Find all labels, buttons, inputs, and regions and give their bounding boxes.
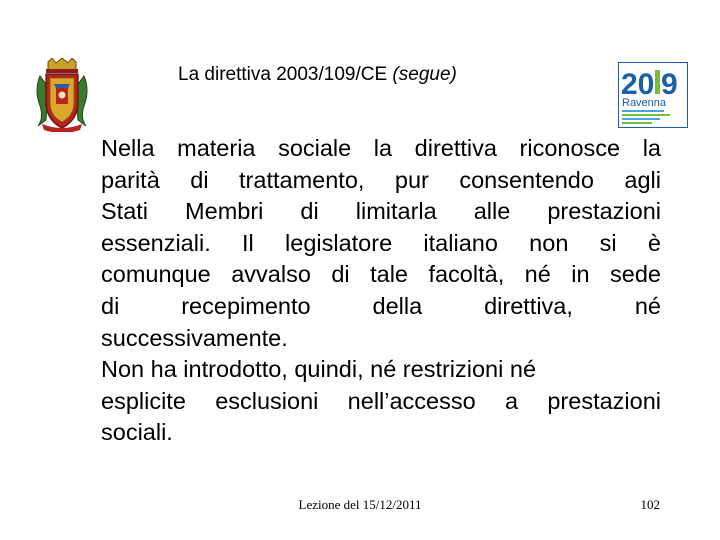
page-number: 102	[640, 497, 660, 512]
logo-city-text: Ravenna	[622, 97, 667, 109]
title-main: La direttiva 2003/109/CE	[178, 64, 393, 85]
coat-of-arms-logo	[34, 58, 90, 132]
svg-text:9: 9	[661, 68, 678, 101]
paragraph-1-line: essenziali. Il legislatore italiano non si è	[101, 229, 661, 256]
footer-lecture-date: Lezione del 15/12/2011	[298, 497, 422, 512]
title-italic-suffix: (segue)	[392, 64, 457, 85]
paragraph-2-line: sociali.	[101, 419, 173, 446]
paragraph-1-line: di recepimento della direttiva, né	[101, 292, 661, 319]
paragraph-1-line: successivamente.	[101, 324, 288, 351]
paragraph-1	[101, 133, 661, 354]
paragraph-1-line: comunque avvalso di tale facoltà, né in sede	[101, 261, 661, 288]
paragraph-2-line: esplicite esclusioni nell’accesso a prestazioni	[101, 387, 661, 414]
slide-title	[178, 64, 457, 86]
logo-year-text: 20	[621, 68, 655, 101]
paragraph-1-line: parità di trattamento, pur consentendo agli	[101, 166, 661, 193]
paragraph-1-line: Nella materia sociale la direttiva riconosce la	[101, 135, 661, 161]
ravenna-2019-logo	[618, 62, 688, 128]
slide-body	[101, 133, 661, 449]
paragraph-2-line: Non ha introdotto, quindi, né restrizioni né	[101, 356, 537, 383]
paragraph-2	[101, 354, 661, 449]
paragraph-1-line: Stati Membri di limitarla alle prestazioni	[101, 198, 661, 225]
